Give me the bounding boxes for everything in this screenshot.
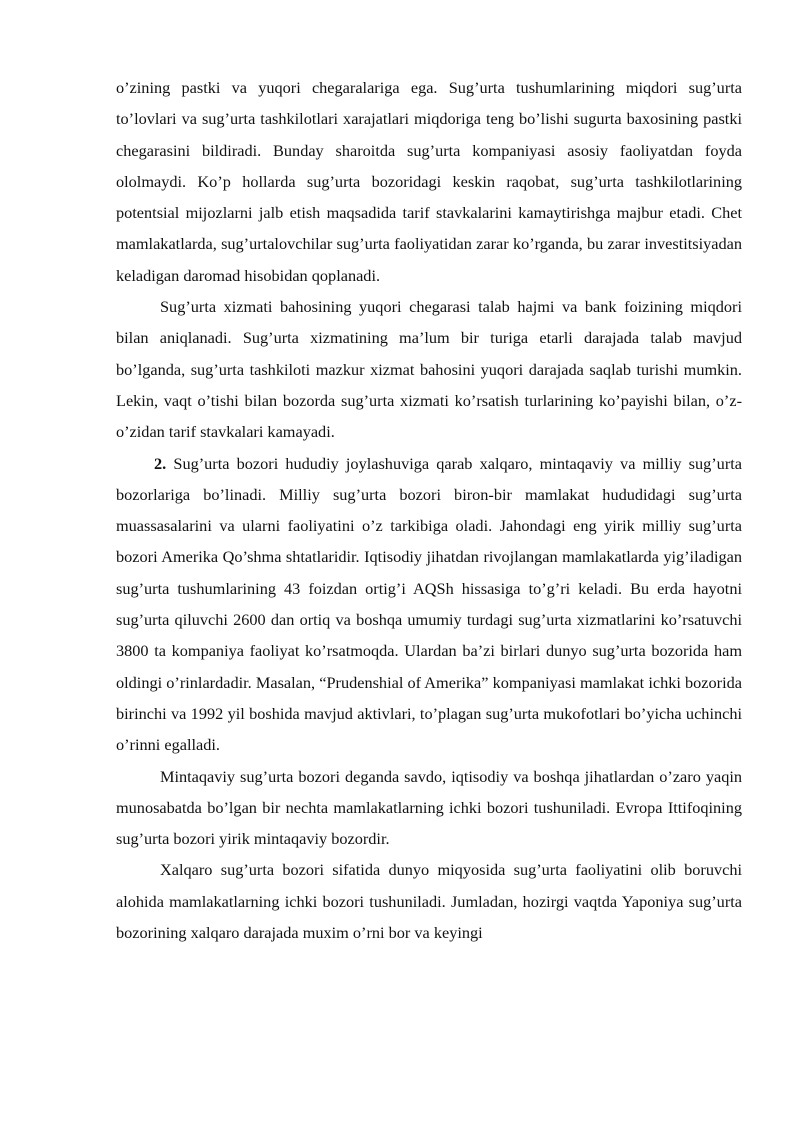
section-number: 2. — [154, 453, 167, 473]
paragraph-4: Mintaqaviy sug’urta bozori deganda savdo, iqtisodiy va boshqa jihatlardan o’zaro yaqin munosabatda bo’lgan bir nechta mamlakatlarning ichki bozori tushuniladi. Evropa Ittifoqining sug’urta bozori yirik mintaqaviy bozordir. — [116, 766, 742, 849]
document-page — [116, 72, 742, 948]
paragraph-1: o’zining pastki va yuqori chegaralariga ega. Sug’urta tushumlarining miqdori sug’urta to’lovlari va sug’urta tashkilotlari xarajatlari miqdoriga teng bo’lishi sugurta baxosining pastki chegarasini bildiradi. Bunday sharoitda sug’urta kompaniyasi asosiy faoliyatdan foyda ololmaydi. Ko’p hollarda sug’urta bozoridagi keskin raqobat, sug’urta tashkilotlarining potentsial mijozlarni jalb etish maqsadida tarif stavkalarini kamaytirishga majbur etadi. Chet mamlakatlarda, sug’urtalovchilar sug’urta faoliyatidan zarar ko’rganda, bu zarar investitsiyadan keladigan daromad hisobidan qoplanadi. — [116, 78, 742, 285]
paragraph-3 — [116, 448, 742, 761]
paragraph-2: Sug’urta xizmati bahosining yuqori chegarasi talab hajmi va bank foizining miqdori bilan aniqlanadi. Sug’urta xizmatining ma’lum bir turiga etarli darajada talab mavjud bo’lganda, sug’urta tashkiloti mazkur xizmat bahosini yuqori darajada saqlab turishi mumkin. Lekin, vaqt o’tishi bilan bozorda sug’urta xizmati ko’rsatish turlarining ko’payishi bilan, o’z-o’zidan tarif stavkalari kamayadi. — [116, 297, 742, 442]
paragraph-3-text: Sug’urta bozori hududiy joylashuviga qarab xalqaro, mintaqaviy va milliy sug’urta bozorlariga bo’linadi. Milliy sug’urta bozori biron-bir mamlakat hududidagi sug’urta muassasalarini va ularni faoliyatini o’z tarkibiga oladi. Jahondagi eng yirik milliy sug’urta bozori Amerika Qo’shma shtatlaridir. Iqtisodiy jihatdan rivojlangan mamlakatlarda yig’iladigan sug’urta tushumlarining 43 foizdan ortig’i AQSh hissasiga to’g’ri keladi. Bu erda hayotni sug’urta qiluvchi 2600 dan ortiq va boshqa umumiy turdagi sug’urta xizmatlarini ko’rsatuvchi 3800 ta kompaniya faoliyat ko’rsatmoqda. Ulardan ba’zi birlari dunyo sug’urta bozorida ham oldingi o’rinlardadir. Masalan, “Prudenshial of Amerika” kompaniyasi mamlakat ichki bozorida birinchi va 1992 yil boshida mavjud aktivlari, to’plagan sug’urta mukofotlari bo’yicha uchinchi o’rinni egalladi. — [116, 453, 742, 755]
paragraph-5: Xalqaro sug’urta bozori sifatida dunyo miqyosida sug’urta faoliyatini olib boruvchi alohida mamlakatlarning ichki bozori tushuniladi. Jumladan, hozirgi vaqtda Yaponiya sug’urta bozorining xalqaro darajada muxim o’rni bor va keyingi — [116, 860, 742, 943]
